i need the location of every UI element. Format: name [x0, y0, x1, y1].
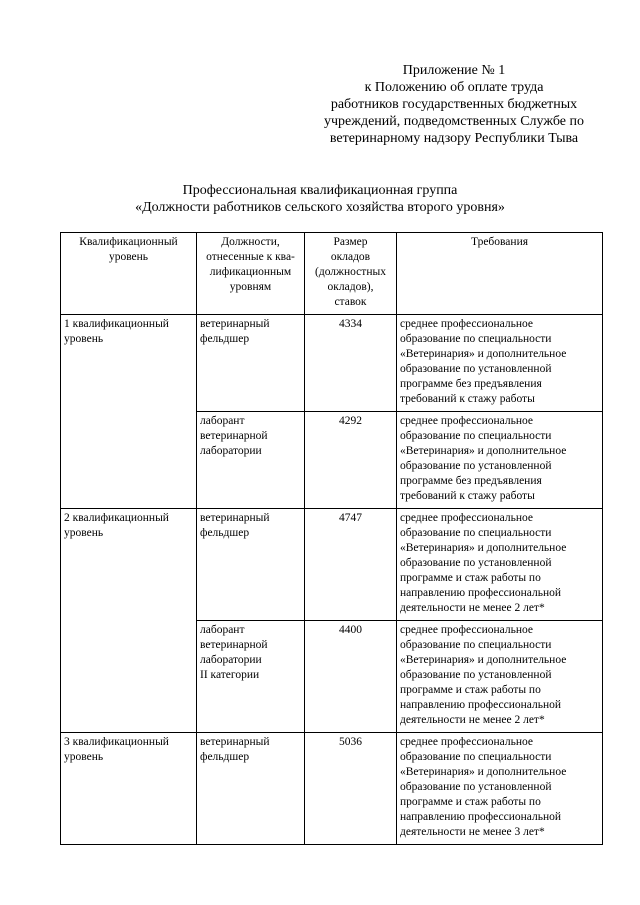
title-line: «Должности работников сельского хозяйства второго уровня» [135, 200, 505, 215]
position-cell [197, 621, 305, 733]
header-line: отнесенные к ква- [206, 251, 295, 263]
requirements-line: направлению профессиональной [400, 699, 562, 711]
header-line: (должностных [315, 266, 386, 278]
level-line: уровень [64, 333, 104, 345]
requirements-line: образование по установленной [400, 460, 552, 472]
position-line: ветеринарный [200, 512, 270, 524]
header-line: Размер [333, 236, 368, 248]
appendix-line: Приложение № 1 [402, 63, 506, 78]
header-line: Должности, [221, 236, 280, 248]
position-cell [197, 412, 305, 509]
requirements-line: деятельности не менее 3 лет* [400, 826, 545, 838]
position-cell [197, 733, 305, 845]
requirements-line: образование по установленной [400, 363, 552, 375]
appendix-header [304, 62, 604, 147]
appendix-line: учреждений, подведомственных Службе по [324, 114, 584, 129]
requirements-line: образование по специальности [400, 430, 552, 442]
header-line: окладов), [327, 281, 374, 293]
position-line: лаборант [200, 624, 245, 636]
position-line: ветеринарной [200, 430, 268, 442]
level-line: 2 квалификационный [64, 512, 169, 524]
requirements-line: среднее профессиональное [400, 415, 533, 427]
requirements-line: «Ветеринария» и дополнительное [400, 445, 567, 457]
position-cell [197, 315, 305, 412]
requirements-cell [397, 412, 603, 509]
position-line: лаборант [200, 415, 245, 427]
position-line: лаборатории [200, 445, 262, 457]
table-row [61, 315, 603, 412]
requirements-line: образование по установленной [400, 781, 552, 793]
header-line: уровень [108, 251, 149, 263]
appendix-line: работников государственных бюджетных [330, 97, 578, 112]
requirements-line: «Ветеринария» и дополнительное [400, 654, 567, 666]
level-cell [61, 315, 197, 509]
salary-cell: 4334 [305, 315, 397, 412]
position-line: фельдшер [200, 333, 250, 345]
requirements-line: образование по специальности [400, 527, 552, 539]
header-line: уровням [229, 281, 272, 293]
position-line: фельдшер [200, 527, 250, 539]
requirements-line: направлению профессиональной [400, 587, 562, 599]
requirements-line: требований к стажу работы [400, 393, 535, 405]
appendix-line: к Положению об оплате труда [364, 80, 544, 95]
requirements-line: программе и стаж работы по [400, 684, 541, 696]
requirements-cell [397, 621, 603, 733]
requirements-line: программе без предъявления [400, 475, 542, 487]
requirements-line: требований к стажу работы [400, 490, 535, 502]
requirements-cell [397, 509, 603, 621]
position-line: лаборатории [200, 654, 262, 666]
qualification-table [60, 232, 603, 845]
level-cell [61, 733, 197, 845]
title-line: Профессиональная квалификационная группа [182, 183, 458, 198]
requirements-cell [397, 733, 603, 845]
appendix-line: ветеринарному надзору Республики Тыва [329, 131, 579, 146]
requirements-line: «Ветеринария» и дополнительное [400, 348, 567, 360]
header-line: лификационным [209, 266, 292, 278]
salary-cell: 4747 [305, 509, 397, 621]
level-line: уровень [64, 527, 104, 539]
level-line: 3 квалификационный [64, 736, 169, 748]
position-line: II категории [200, 669, 260, 681]
header-line: окладов [330, 251, 371, 263]
position-cell [197, 509, 305, 621]
requirements-line: образование по специальности [400, 639, 552, 651]
header-salary [305, 233, 397, 315]
header-line: ставок [334, 296, 367, 308]
requirements-line: «Ветеринария» и дополнительное [400, 542, 567, 554]
table-row [61, 733, 603, 845]
requirements-line: деятельности не менее 2 лет* [400, 602, 545, 614]
position-line: фельдшер [200, 751, 250, 763]
document-title [0, 182, 640, 216]
position-line: ветеринарный [200, 736, 270, 748]
requirements-line: образование по специальности [400, 333, 552, 345]
level-line: уровень [64, 751, 104, 763]
position-line: ветеринарной [200, 639, 268, 651]
requirements-line: образование по установленной [400, 669, 552, 681]
requirements-line: «Ветеринария» и дополнительное [400, 766, 567, 778]
salary-cell: 4292 [305, 412, 397, 509]
table-header-row [61, 233, 603, 315]
position-line: ветеринарный [200, 318, 270, 330]
header-requirements [397, 233, 603, 315]
requirements-line: среднее профессиональное [400, 318, 533, 330]
salary-cell: 5036 [305, 733, 397, 845]
header-line: Требования [470, 236, 529, 248]
level-line: 1 квалификационный [64, 318, 169, 330]
header-line: Квалификационный [79, 236, 178, 248]
requirements-line: направлению профессиональной [400, 811, 562, 823]
requirements-line: среднее профессиональное [400, 736, 533, 748]
requirements-cell [397, 315, 603, 412]
salary-cell: 4400 [305, 621, 397, 733]
level-cell [61, 509, 197, 733]
requirements-line: образование по специальности [400, 751, 552, 763]
table-row [61, 509, 603, 621]
requirements-line: программе и стаж работы по [400, 572, 541, 584]
header-position [197, 233, 305, 315]
requirements-line: среднее профессиональное [400, 624, 533, 636]
requirements-line: программе и стаж работы по [400, 796, 541, 808]
requirements-line: деятельности не менее 2 лет* [400, 714, 545, 726]
requirements-line: программе без предъявления [400, 378, 542, 390]
requirements-line: среднее профессиональное [400, 512, 533, 524]
requirements-line: образование по установленной [400, 557, 552, 569]
header-level [61, 233, 197, 315]
